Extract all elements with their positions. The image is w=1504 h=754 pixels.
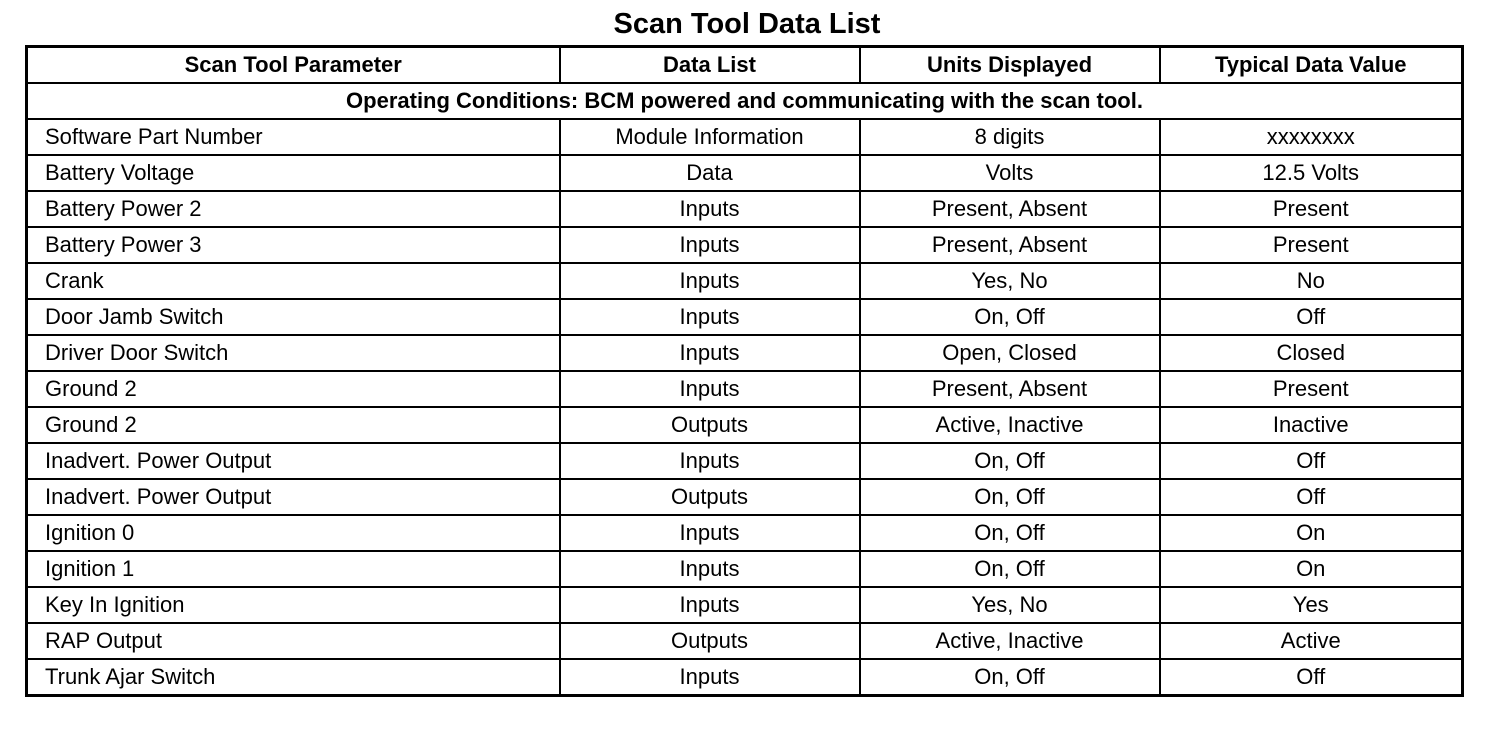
cell-scan-tool-parameter: Trunk Ajar Switch — [27, 659, 560, 696]
cell-typical-data-value: Present — [1160, 191, 1463, 227]
scan-tool-data-table — [25, 45, 1464, 697]
cell-data-list: Inputs — [560, 371, 860, 407]
cell-typical-data-value: Present — [1160, 371, 1463, 407]
cell-typical-data-value: Active — [1160, 623, 1463, 659]
cell-data-list: Inputs — [560, 443, 860, 479]
table-row — [27, 587, 1463, 623]
header-typical-data-value: Typical Data Value — [1160, 47, 1463, 84]
page-title: Scan Tool Data List — [613, 8, 881, 40]
cell-scan-tool-parameter: Ignition 0 — [27, 515, 560, 551]
table-row — [27, 263, 1463, 299]
table-row — [27, 407, 1463, 443]
cell-units-displayed: Yes, No — [860, 587, 1160, 623]
cell-units-displayed: On, Off — [860, 299, 1160, 335]
cell-data-list: Outputs — [560, 623, 860, 659]
cell-units-displayed: On, Off — [860, 479, 1160, 515]
header-data-list: Data List — [560, 47, 860, 84]
cell-scan-tool-parameter: RAP Output — [27, 623, 560, 659]
cell-scan-tool-parameter: Inadvert. Power Output — [27, 479, 560, 515]
cell-units-displayed: Yes, No — [860, 263, 1160, 299]
table-row — [27, 227, 1463, 263]
cell-units-displayed: Present, Absent — [860, 227, 1160, 263]
cell-units-displayed: On, Off — [860, 551, 1160, 587]
cell-data-list: Data — [560, 155, 860, 191]
cell-units-displayed: Volts — [860, 155, 1160, 191]
cell-scan-tool-parameter: Driver Door Switch — [27, 335, 560, 371]
cell-data-list: Inputs — [560, 191, 860, 227]
header-scan-tool-parameter: Scan Tool Parameter — [27, 47, 560, 84]
cell-data-list: Inputs — [560, 515, 860, 551]
cell-units-displayed: 8 digits — [860, 119, 1160, 155]
cell-data-list: Inputs — [560, 587, 860, 623]
cell-scan-tool-parameter: Door Jamb Switch — [27, 299, 560, 335]
table-row — [27, 479, 1463, 515]
cell-units-displayed: On, Off — [860, 515, 1160, 551]
cell-typical-data-value: Closed — [1160, 335, 1463, 371]
table-row — [27, 623, 1463, 659]
header-units-displayed: Units Displayed — [860, 47, 1160, 84]
table-row — [27, 659, 1463, 696]
table-row — [27, 551, 1463, 587]
cell-scan-tool-parameter: Battery Power 2 — [27, 191, 560, 227]
cell-units-displayed: Open, Closed — [860, 335, 1160, 371]
cell-typical-data-value: Present — [1160, 227, 1463, 263]
cell-data-list: Inputs — [560, 227, 860, 263]
cell-typical-data-value: Off — [1160, 479, 1463, 515]
cell-data-list: Inputs — [560, 335, 860, 371]
table-row — [27, 371, 1463, 407]
cell-scan-tool-parameter: Ignition 1 — [27, 551, 560, 587]
cell-typical-data-value: Off — [1160, 299, 1463, 335]
cell-scan-tool-parameter: Key In Ignition — [27, 587, 560, 623]
cell-data-list: Inputs — [560, 299, 860, 335]
table-row — [27, 515, 1463, 551]
cell-scan-tool-parameter: Ground 2 — [27, 371, 560, 407]
cell-scan-tool-parameter: Inadvert. Power Output — [27, 443, 560, 479]
cell-data-list: Inputs — [560, 551, 860, 587]
cell-data-list: Outputs — [560, 479, 860, 515]
table-row — [27, 191, 1463, 227]
table-row — [27, 335, 1463, 371]
cell-units-displayed: On, Off — [860, 443, 1160, 479]
cell-data-list: Outputs — [560, 407, 860, 443]
cell-typical-data-value: Off — [1160, 659, 1463, 696]
cell-typical-data-value: Inactive — [1160, 407, 1463, 443]
table-row — [27, 155, 1463, 191]
cell-data-list: Inputs — [560, 263, 860, 299]
cell-typical-data-value: On — [1160, 515, 1463, 551]
cell-scan-tool-parameter: Ground 2 — [27, 407, 560, 443]
cell-typical-data-value: xxxxxxxx — [1160, 119, 1463, 155]
cell-typical-data-value: Yes — [1160, 587, 1463, 623]
cell-units-displayed: Present, Absent — [860, 371, 1160, 407]
operating-conditions-row — [27, 83, 1463, 119]
cell-units-displayed: Active, Inactive — [860, 407, 1160, 443]
cell-units-displayed: Present, Absent — [860, 191, 1160, 227]
cell-scan-tool-parameter: Software Part Number — [27, 119, 560, 155]
operating-conditions: Operating Conditions: BCM powered and communicating with the scan tool. — [27, 83, 1463, 119]
cell-scan-tool-parameter: Battery Power 3 — [27, 227, 560, 263]
table-row — [27, 443, 1463, 479]
cell-scan-tool-parameter: Battery Voltage — [27, 155, 560, 191]
header-row — [27, 47, 1463, 84]
table-row — [27, 119, 1463, 155]
cell-data-list: Module Information — [560, 119, 860, 155]
cell-data-list: Inputs — [560, 659, 860, 696]
cell-typical-data-value: 12.5 Volts — [1160, 155, 1463, 191]
cell-typical-data-value: On — [1160, 551, 1463, 587]
cell-scan-tool-parameter: Crank — [27, 263, 560, 299]
table-body — [27, 83, 1463, 696]
cell-units-displayed: On, Off — [860, 659, 1160, 696]
cell-units-displayed: Active, Inactive — [860, 623, 1160, 659]
cell-typical-data-value: No — [1160, 263, 1463, 299]
table-row — [27, 299, 1463, 335]
cell-typical-data-value: Off — [1160, 443, 1463, 479]
